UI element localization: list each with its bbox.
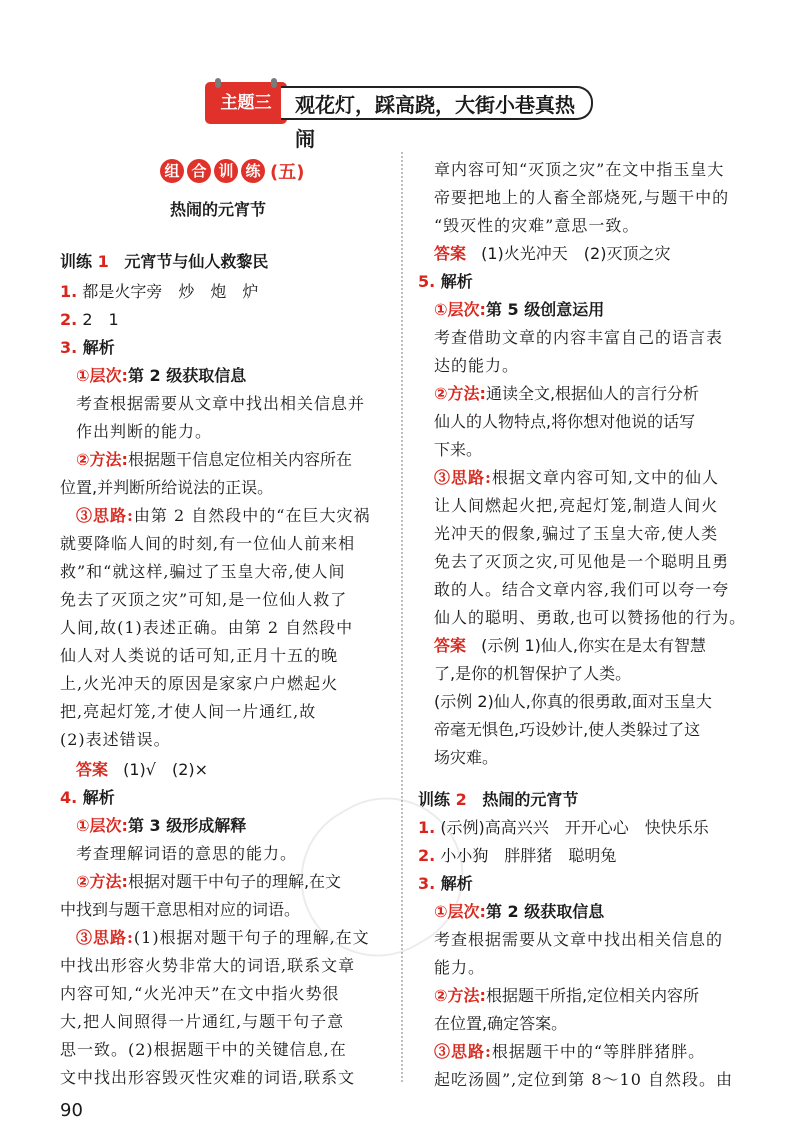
text-line: 起吃汤圆”,定位到第 8～10 自然段。由 (434, 1070, 733, 1089)
text-line: 帝要把地上的人畜全部烧死,与题干中的 (434, 188, 730, 207)
text-line: 中找出形容火势非常大的词语,联系文章 (60, 956, 356, 975)
method-text: 根据题干所指,定位相关内容所 (485, 986, 700, 1005)
q5-level (434, 296, 604, 324)
text-line: 考查根据需要从文章中找出相关信息并 (76, 394, 366, 413)
text-line: 考查理解词语的意思的能力。 (76, 844, 298, 863)
level-label: ①层次: (434, 300, 486, 319)
thinking-text: 由第 2 自然段中的“在巨大灾祸 (133, 506, 371, 525)
q5-method (434, 380, 699, 408)
q4-heading (60, 784, 115, 812)
article-subtitle: 热闹的元宵节 (170, 200, 267, 219)
text-line: 章内容可知“灭顶之灾”在文中指玉皇大 (434, 160, 725, 179)
text-line: (2)表述错误。 (60, 730, 171, 749)
text-line: 上,火光冲天的原因是家家户户燃起火 (60, 674, 339, 693)
analysis-label: 解析 (440, 874, 473, 893)
text-line: 能力。 (434, 958, 486, 977)
q3-heading (60, 334, 115, 362)
method-text: 根据题干信息定位相关内容所在 (127, 450, 352, 469)
t2-q1-answer (418, 814, 709, 842)
t2-q3-level (434, 898, 604, 926)
page-number: 90 (60, 1100, 83, 1121)
analysis-label: 解析 (82, 338, 115, 357)
text-line: 达的能力。 (434, 356, 520, 375)
text-line: 内容可知,“火光冲天”在文中指火势很 (60, 984, 340, 1003)
thinking-text: (1)根据对题干句子的理解,在文 (133, 928, 370, 947)
training-1-heading (60, 248, 268, 276)
thinking-text: 根据文章内容可知,文中的仙人 (491, 468, 720, 487)
answer-label: 答案 (76, 760, 109, 779)
training-number: 2 (455, 790, 467, 809)
q5-thinking (434, 464, 719, 492)
section-title-char: 合 (187, 159, 211, 183)
question-number: 1. (60, 282, 78, 301)
text-line: 文中找出形容毁灭性灾难的词语,联系文 (60, 1068, 356, 1087)
thinking-label: ③思路: (76, 928, 134, 947)
answer-text: (示例)高高兴兴 开开心心 快快乐乐 (440, 818, 709, 837)
method-text: 根据对题干中句子的理解,在文 (127, 872, 342, 891)
answer-text: 2 1 (82, 310, 119, 329)
thinking-label: ③思路: (434, 1042, 492, 1061)
thinking-text: 根据题干中的“等胖胖猪胖。 (491, 1042, 706, 1061)
training-title: 元宵节与仙人救黎民 (124, 252, 269, 271)
text-line: 考查借助文章的内容丰富自己的语言表 (434, 328, 724, 347)
answer-text: (1)火光冲天 (2)灭顶之灾 (481, 244, 671, 263)
section-title-tail: (五) (270, 162, 305, 183)
question-number: 1. (418, 818, 436, 837)
q3-method (76, 446, 352, 474)
text-line: 敢的人。结合文章内容,我们可以夸一夸 (434, 580, 730, 599)
training-2-heading (418, 786, 578, 814)
training-label: 训练 (418, 790, 451, 809)
q4-answer (434, 240, 670, 268)
answer-text: (1)√ (2)× (123, 760, 209, 779)
analysis-label: 解析 (440, 272, 473, 291)
answer-label: 答案 (434, 636, 467, 655)
answer-label: 答案 (434, 244, 467, 263)
level-text: 第 5 级创意运用 (485, 300, 605, 319)
q1-answer (60, 278, 258, 306)
chapter-header (205, 82, 595, 151)
q2-answer (60, 306, 119, 334)
q5-answer (434, 632, 706, 660)
level-label: ①层次: (434, 902, 486, 921)
text-line: 仙人对人类说的话可知,正月十五的晚 (60, 646, 339, 665)
level-text: 第 3 级形成解释 (127, 816, 247, 835)
text-line: 仙人的聪明、勇敢,也可以赞扬他的行为。 (434, 608, 747, 627)
text-line: 救”和“就这样,骗过了玉皇大帝,使人间 (60, 562, 346, 581)
text-line: 作出判断的能力。 (76, 422, 213, 441)
text-line: (示例 2)仙人,你真的很勇敢,面对玉皇大 (434, 692, 712, 711)
training-number: 1 (97, 252, 109, 271)
thinking-label: ③思路: (76, 506, 134, 525)
method-label: ②方法: (434, 384, 486, 403)
text-line: “毁灭性的灾难”意思一致。 (434, 216, 640, 235)
text-line: 把,亮起灯笼,才使人间一片通红,故 (60, 702, 317, 721)
text-line: 就要降临人间的时刻,有一位仙人前来相 (60, 534, 356, 553)
text-line: 光冲天的假象,骗过了玉皇大帝,使人类 (434, 524, 719, 543)
topic-badge (205, 82, 287, 124)
text-line: 免去了灭顶之灾”可知,是一位仙人救了 (60, 590, 348, 609)
level-label: ①层次: (76, 366, 128, 385)
text-line: 下来。 (434, 440, 483, 459)
training-title: 热闹的元宵节 (482, 790, 579, 809)
text-line: 免去了灭顶之灾,可见他是一个聪明且勇 (434, 552, 730, 571)
level-label: ①层次: (76, 816, 128, 835)
text-line: 人间,故(1)表述正确。由第 2 自然段中 (60, 618, 354, 637)
text-line: 了,是你的机智保护了人类。 (434, 664, 632, 683)
answer-text: (示例 1)仙人,你实在是太有智慧 (481, 636, 706, 655)
method-label: ②方法: (76, 450, 128, 469)
answer-text: 都是火字旁 炒 炮 炉 (82, 282, 259, 301)
text-line: 场灾难。 (434, 748, 499, 767)
method-label: ②方法: (76, 872, 128, 891)
q3-level (76, 362, 246, 390)
method-label: ②方法: (434, 986, 486, 1005)
question-number: 2. (60, 310, 78, 329)
question-number: 5. (418, 272, 436, 291)
section-title-char: 组 (160, 159, 184, 183)
question-number: 2. (418, 846, 436, 865)
thinking-label: ③思路: (434, 468, 492, 487)
topic-badge-label: 主题三 (220, 93, 272, 113)
text-line: 大,把人间照得一片通红,与题干句子意 (60, 1012, 345, 1031)
q3-thinking (76, 502, 370, 530)
level-text: 第 2 级获取信息 (127, 366, 247, 385)
question-number: 4. (60, 788, 78, 807)
section-title-char: 练 (241, 159, 265, 183)
text-line: 考查根据需要从文章中找出相关信息的 (434, 930, 724, 949)
q3-answer (76, 756, 208, 784)
t2-q3-thinking (434, 1038, 705, 1066)
q5-heading (418, 268, 473, 296)
text-line: 中找到与题干意思相对应的词语。 (60, 900, 301, 919)
text-line: 仙人的人物特点,将你想对他说的话写 (434, 412, 696, 431)
text-line: 让人间燃起火把,亮起灯笼,制造人间火 (434, 496, 719, 515)
section-title (160, 156, 304, 186)
text-line: 在位置,确定答案。 (434, 1014, 568, 1033)
t2-q3-method (434, 982, 699, 1010)
q4-level (76, 812, 246, 840)
level-text: 第 2 级获取信息 (485, 902, 605, 921)
analysis-label: 解析 (82, 788, 115, 807)
method-text: 通读全文,根据仙人的言行分析 (485, 384, 700, 403)
question-number: 3. (60, 338, 78, 357)
training-label: 训练 (60, 252, 93, 271)
text-line: 思一致。(2)根据题干中的关键信息,在 (60, 1040, 347, 1059)
section-title-char: 训 (214, 159, 238, 183)
answer-text: 小小狗 胖胖猪 聪明兔 (440, 846, 617, 865)
text-line: 帝毫无惧色,巧设妙计,使人类躲过了这 (434, 720, 701, 739)
question-number: 3. (418, 874, 436, 893)
chapter-title: 观花灯，踩高跷，大街小巷真热闹 (281, 86, 593, 120)
text-line: 位置,并判断所给说法的正误。 (60, 478, 274, 497)
